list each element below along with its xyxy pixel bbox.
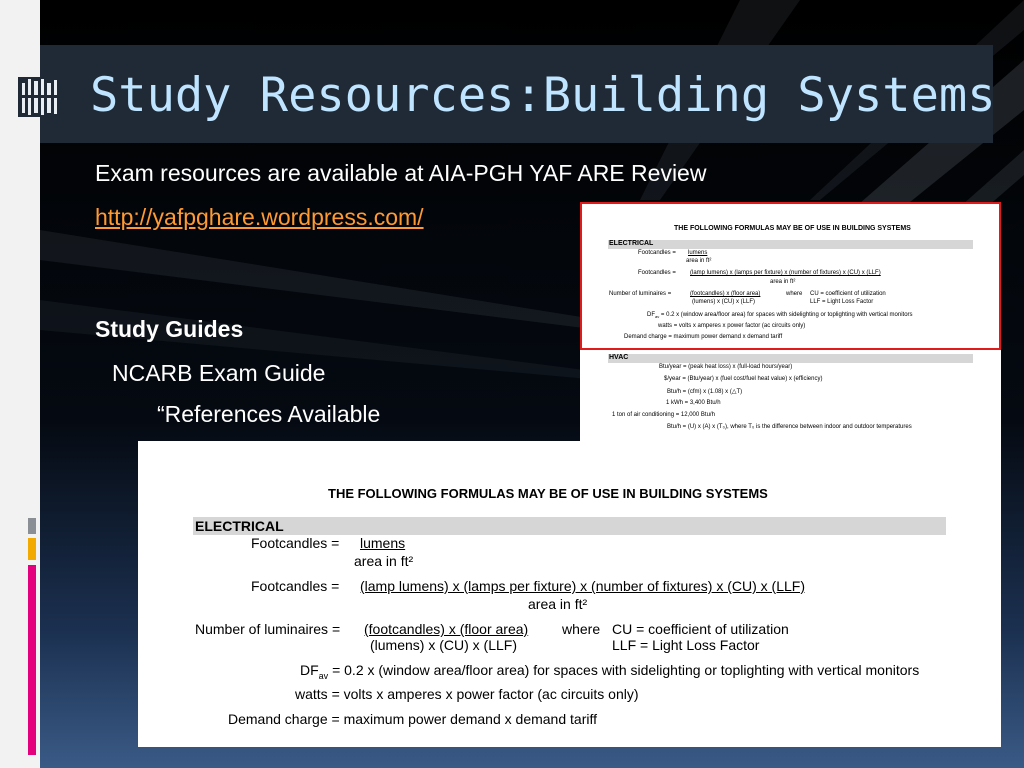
sheet-large-fc1-num: lumens: [360, 535, 406, 551]
sheet-small-uat: Btu/h = (U) x (A) x (T₀), where T₀ is the difference between indoor and outdoor temperatures: [667, 424, 912, 430]
sheet-small-fc2-label: Footcandles =: [638, 270, 676, 276]
accent-bar-orange: [28, 538, 36, 560]
left-accent-bars: [28, 508, 38, 758]
sheet-large-fc2-num: (lamp lumens) x (lamps per fixture) x (number of fixtures) x (CU) x (LLF): [360, 578, 805, 594]
sheet-large-demand: [228, 711, 597, 727]
review-link[interactable]: http://yafpghare.wordpress.com/: [95, 204, 424, 230]
sheet-small-electrical: ELECTRICAL: [609, 240, 654, 247]
sheet-large-lum-num: (footcandles) x (floor area): [364, 621, 529, 637]
slide-title: Study Resources:Building Systems: [90, 68, 996, 123]
watts-label: watts: [658, 323, 673, 329]
sheet-small-fc2-den: area in ft²: [770, 279, 796, 285]
sheet-small-btu-year: Btu/year = (peak heat loss) x (full-load hours/year): [659, 364, 793, 370]
df-expr: = 0.2 x (window area/floor area) for spaces with sidelighting or toplighting with vertical monitors: [660, 312, 913, 318]
demand-expr: = maximum power demand x demand tariff: [668, 334, 783, 340]
sheet-small-hvac: HVAC: [609, 354, 629, 361]
bars-grid-icon: [18, 77, 62, 117]
sheet-small-dollar-year: $/year = (Btu/year) x (fuel cost/fuel heat value) x (efficiency): [664, 376, 823, 382]
sheet-large-lum-where: where: [562, 621, 601, 637]
study-guides-heading: Study Guides: [95, 316, 244, 342]
accent-bar-pink: [28, 565, 36, 755]
df-expr-large: = 0.2 x (window area/floor area) for spaces with sidelighting or toplighting with vertical monitors: [332, 662, 920, 678]
sheet-small-kwh: 1 kWh = 3,400 Btu/h: [666, 400, 721, 406]
formula-sheet-thumbnail: [580, 202, 1001, 444]
sheet-large-fc1-label: Footcandles =: [251, 535, 340, 551]
demand-label: Demand charge: [624, 334, 667, 340]
sheet-large-fc2-den: area in ft²: [528, 596, 588, 612]
sheet-small-lum-label: Number of luminaires =: [609, 291, 672, 297]
references-subitem: “References Available: [157, 401, 381, 427]
demand-label-large: Demand charge: [228, 711, 328, 727]
sheet-small-llf: LLF = Light Loss Factor: [810, 299, 874, 305]
df-sub: av: [655, 314, 660, 320]
resources-text: Exam resources are available at AIA-PGH YAF ARE Review: [95, 160, 707, 186]
sheet-large-heading: THE FOLLOWING FORMULAS MAY BE OF USE IN BUILDING SYSTEMS: [328, 486, 768, 501]
ncarb-guide-item: NCARB Exam Guide: [112, 360, 326, 386]
sheet-small-lum-den: (lumens) x (CU) x (LLF): [692, 299, 756, 305]
sheet-large-watts: [295, 686, 639, 702]
watts-expr: = volts x amperes x power factor (ac circuits only): [673, 323, 806, 329]
df-label: DF: [647, 312, 655, 318]
sheet-large-fc1-den: area in ft²: [354, 553, 414, 569]
sheet-small-fc1-num: lumens: [688, 250, 708, 256]
sheet-small-lum-num: (footcandles) x (floor area): [690, 291, 761, 297]
df-sub-large: av: [318, 670, 329, 681]
watts-label-large: watts: [295, 686, 328, 702]
sheet-small-fc2-num: (lamp lumens) x (lamps per fixture) x (number of fixtures) x (CU) x (LLF): [690, 270, 881, 276]
sheet-small-ton: 1 ton of air conditioning = 12,000 Btu/h: [612, 412, 715, 418]
demand-expr-large: = maximum power demand x demand tariff: [331, 711, 597, 727]
sheet-large-fc2-label: Footcandles =: [251, 578, 340, 594]
sheet-large-lum-label: Number of luminaires =: [195, 621, 341, 637]
electrical-shade-large: [193, 517, 946, 535]
df-label-large: DF: [300, 662, 319, 678]
sheet-small-lum-where: where: [786, 291, 803, 297]
sheet-small-fc1-label: Footcandles =: [638, 250, 676, 256]
highlight-box: [580, 202, 1001, 350]
sheet-small-heading: THE FOLLOWING FORMULAS MAY BE OF USE IN BUILDING SYSTEMS: [674, 225, 911, 232]
sheet-small-cu: CU = coefficient of utilization: [810, 291, 886, 297]
sheet-large-cu: CU = coefficient of utilization: [612, 621, 789, 637]
sheet-small-btu-h: Btu/h = (cfm) x (1.08) x (△T): [667, 389, 743, 395]
formula-sheet-enlarged: [138, 441, 1001, 747]
sheet-large-llf: LLF = Light Loss Factor: [612, 637, 760, 653]
sheet-small-fc1-den: area in ft²: [686, 258, 712, 264]
watts-expr-large: = volts x amperes x power factor (ac circuits only): [331, 686, 639, 702]
sheet-large-electrical: ELECTRICAL: [195, 518, 284, 534]
accent-bar-gray: [28, 518, 36, 534]
sheet-large-df: [300, 662, 919, 681]
hvac-shade: [608, 354, 973, 363]
sheet-large-lum-den: (lumens) x (CU) x (LLF): [370, 637, 518, 653]
